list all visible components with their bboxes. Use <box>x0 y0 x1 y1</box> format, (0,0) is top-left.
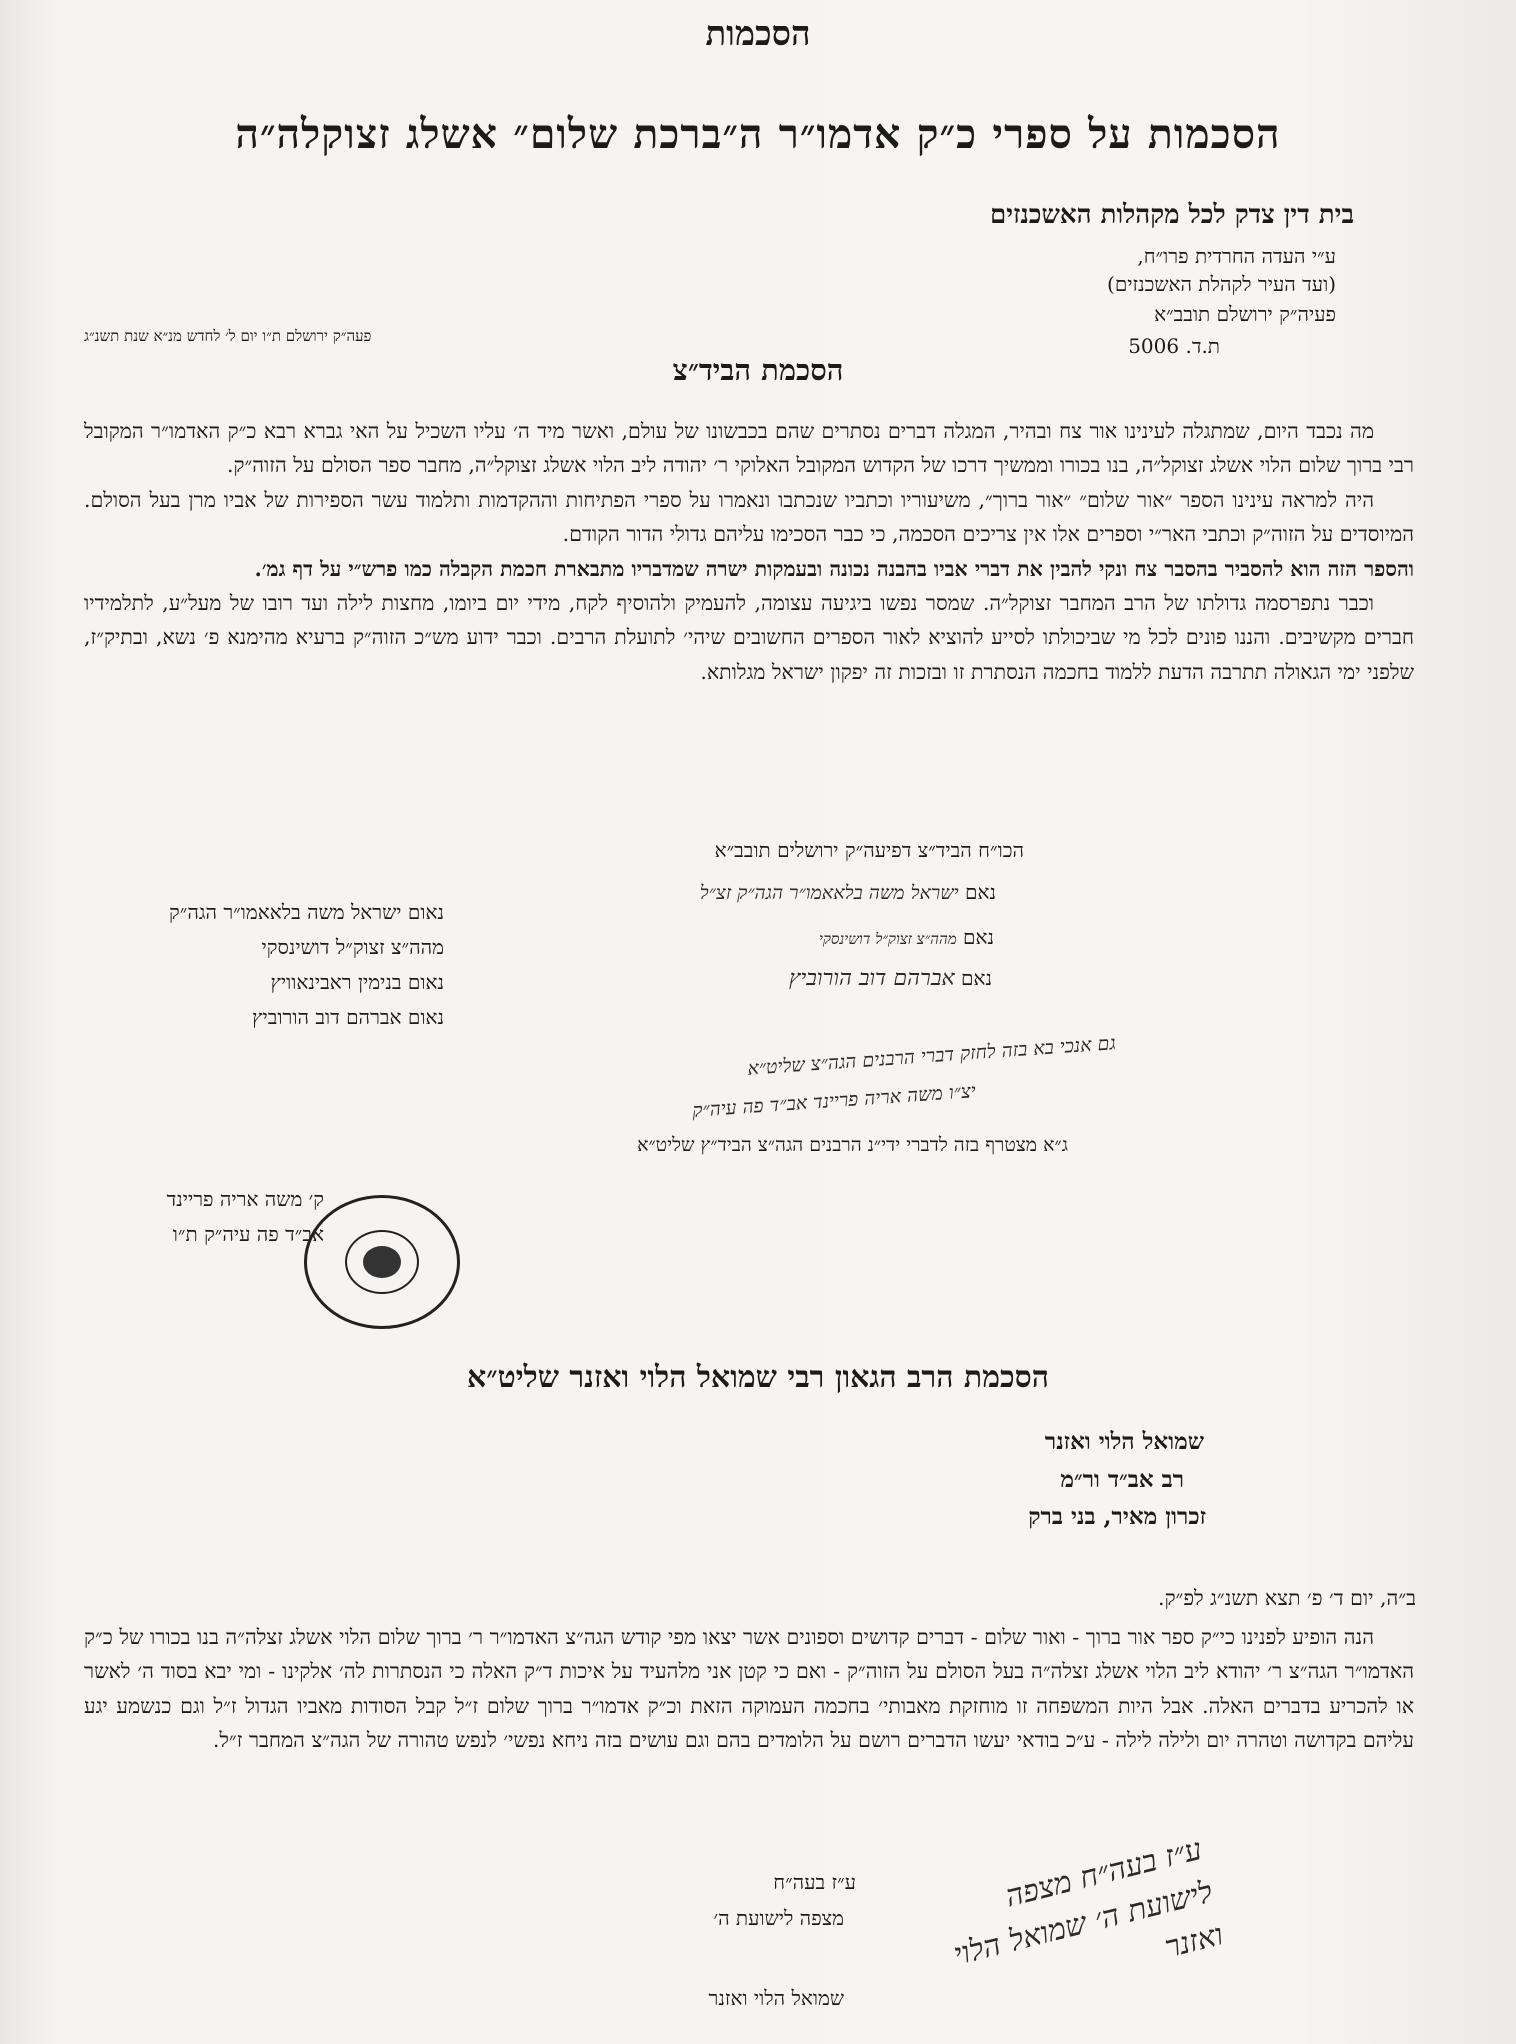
court-line-2: (ועד העיר לקהלת האשכנזים) <box>1107 272 1336 296</box>
typed-name-3: נאום בנימין ראבינאוויץ <box>270 970 444 994</box>
rabbi-date: ב״ה, יום ד׳ פ׳ תצא תשנ״ג לפ״ק. <box>1158 1586 1416 1610</box>
freund-line-1: ק׳ משה אריה פריינד <box>166 1187 324 1211</box>
typed-name-1: נאום ישראל משה בלאאמו״ר הגה״ק <box>169 900 444 924</box>
signature-2 <box>819 925 994 950</box>
bd-signoff: הכו״ח הביד״צ דפיעה״ק ירושלים תובב״א <box>714 838 1024 862</box>
typed-name-4: נאום אברהם דוב הורוביץ <box>252 1005 444 1029</box>
bd-paragraph-2: היה למראה עינינו הספר ״אור שלום״ ״אור ברוך״, משיעוריו וכתביו שנכתבו ונאמרו על ספרי הפתיחות וההקדמות ותלמוד עשר הספירות של אביו מרן בעל הסולם. המיוסדים על הזוה״ק וכתבי האר״י וספרים אלו אין צריכים הסכמה, כי כבר הסכימו עליהם גדולי הדור הקודם. <box>84 487 1414 547</box>
seal-emblem <box>363 1246 401 1278</box>
main-title: הסכמות על ספרי כ״ק אדמו״ר ה״ברכת שלום״ אשלג זצוקלה״ה <box>235 110 1281 158</box>
seal-inner-ring <box>345 1230 419 1294</box>
rabbi-approval-title: הסכמת הרב הגאון רבי שמואל הלוי ואזנר שליט״א <box>467 1360 1049 1395</box>
rabbi-paragraph: הנה הופיע לפנינו כי״ק ספר אור ברוך - ואור שלום - דברים קדושים וספונים אשר יצאו מפי קודש הגה״צ האדמו״ר ר׳ ברוך שלום הלוי אשלג זצלה״ה בנו בכורו של כ״ק האדמו״ר הגה״צ ר׳ יהודא ליב הלוי אשלג זצלה״ה בעל הסולם על הזוה״ק - ואם כי קטן אני מלהעיד על איכות ד״ק האלה כי הנסתרות לה׳ אלקינו - ומי יבא בסוד ה׳ לאשר או להכריע בדברים האלה. אבל היות המשפחה זו מוחזקת מאבותי׳ בחכמה העמוקה הזאת וכ״ק אדמו״ר ברוך שלום ז״ל קבל הסודות מאביו הגדול ז״ל וגם כנשמע יגע עליהם בקדושה וטהרה יום ולילה לילה - ע״כ בודאי יעשו הדברים רושם על הלומדים בהם וגם עושים בזה ניחא נפשי׳ לנפש טהורה של הגה״צ המחבר ז״ל. <box>84 1625 1414 1753</box>
bd-approval-title: הסכמת הביד״צ <box>672 353 844 387</box>
signature-2-prefix: נאם <box>963 925 994 949</box>
handwritten-signature-2: מהה״צ זצוק״ל דושינסקי <box>818 930 957 948</box>
handwritten-signature-3: אברהם דוב הורוביץ <box>789 966 955 991</box>
court-name: בית דין צדק לכל מקהלות האשכנזים <box>990 200 1354 230</box>
rabbi-closing-2: מצפה לישועת ה׳ <box>713 1906 844 1930</box>
handwritten-note-1: גם אנכי בא בזה לחזק דברי הרבנים הגה״צ שליט״א <box>746 1032 1117 1080</box>
handwritten-signature-1: ישראל משה בלאאמו״ר הגה״ק זצ״ל <box>699 882 959 904</box>
typed-name-2: מהה״צ זצוק״ל דושינסקי <box>261 935 444 959</box>
court-line-4: ת.ד. 5006 <box>1128 334 1220 358</box>
court-date: פעה״ק ירושלם ת״ו יום ל׳ לחדש מנ״א שנת תשנ״ג <box>84 327 372 345</box>
rabbi-closing-3: שמואל הלוי ואזנר <box>708 1986 844 2010</box>
bd-paragraph-4: וכבר נתפרסמה גדולתו של הרב המחבר זצוקל״ה. שמסר נפשו ביגיעה עצומה, להעמיק ולהוסיף לקח, מידי יום ביומו, מחצות לילה ועד רובו של מעל״ע, לתלמידיו חברים מקשיבים. והננו פונים לכל מי שביכולתו לסייע להוציא לאור הספרים החשובים שיהי׳ לתועלת הרבים. וכבר ידוע מש״כ הזוה״ק ברעיא מהימנא פ׳ נשא, ובתיק״ז, שלפני ימי הגאולה תתרבה הדעת ללמוד בחכמה הנסתרת זו ובזכות זה יפקון ישראל מגלותא. <box>84 591 1414 684</box>
bd-paragraph-3: והספר הזה הוא להסביר בהסבר צח ונקי להבין את דברי אביו בהבנה נכונה ובעמקות ישרה שמדבריו מתבארת חכמת הקבלה כמו פרש״י על דף גמ׳. <box>254 556 1414 581</box>
rabbi-closing-1: ע״ז בעה״ח <box>773 1870 856 1894</box>
bd-approval-body <box>84 414 1414 689</box>
signature-3-prefix: נאם <box>961 966 992 990</box>
join-line: ג״א מצטרף בזה לדברי ידי״נ הרבנים הגה״צ הביד״ץ שליט״א <box>637 1134 1068 1156</box>
bd-paragraph-1: מה נכבד היום, שמתגלה לעינינו אור צח ובהיר, המגלה דברים נסתרים שהם בכבשונו של עולם, ואשר מיד ה׳ עליו השכיל על האי גברא רבא כ״ק האדמו״ר המקובל רבי ברוך שלום הלוי אשלג זצוקל״ה, בנו בכורו וממשיך דרכו של הקדוש המקובל האלוקי ר׳ יהודה ליב הלוי אשלג זצוקל״ה, מחבר ספר הסולם על הזוה״ק. <box>84 419 1414 478</box>
rabbi-head-1: שמואל הלוי ואזנר <box>1044 1428 1204 1455</box>
court-line-3: פעיה״ק ירושלם תובב״א <box>1154 302 1336 326</box>
signature-1 <box>700 880 996 905</box>
rabbi-head-3: זכרון מאיר, בני ברק <box>1028 1503 1206 1530</box>
rabbi-approval-body <box>84 1620 1414 1758</box>
typed-names <box>84 895 444 1035</box>
signature-1-prefix: נאם <box>965 880 996 904</box>
handwritten-note-2: יצ״ו משה אריה פריינד אב״ד פה עיה״ק <box>691 1080 977 1122</box>
rabbi-handwritten-signature: ע״ז בעה״ח מצפה לישועת ה׳ שמואל הלוי ואזנר <box>950 1831 1227 1973</box>
court-line-1: ע״י העדה החרדית פרו״ח, <box>1137 244 1336 268</box>
freund-signature <box>84 1182 324 1252</box>
rabbi-head-2: רב אב״ד ור״מ <box>1060 1466 1184 1493</box>
top-title: הסכמות <box>705 14 811 54</box>
freund-line-2: אב״ד פה עיה״ק ת״ו <box>172 1222 324 1246</box>
court-seal-icon <box>304 1195 460 1329</box>
signature-3 <box>789 965 992 991</box>
